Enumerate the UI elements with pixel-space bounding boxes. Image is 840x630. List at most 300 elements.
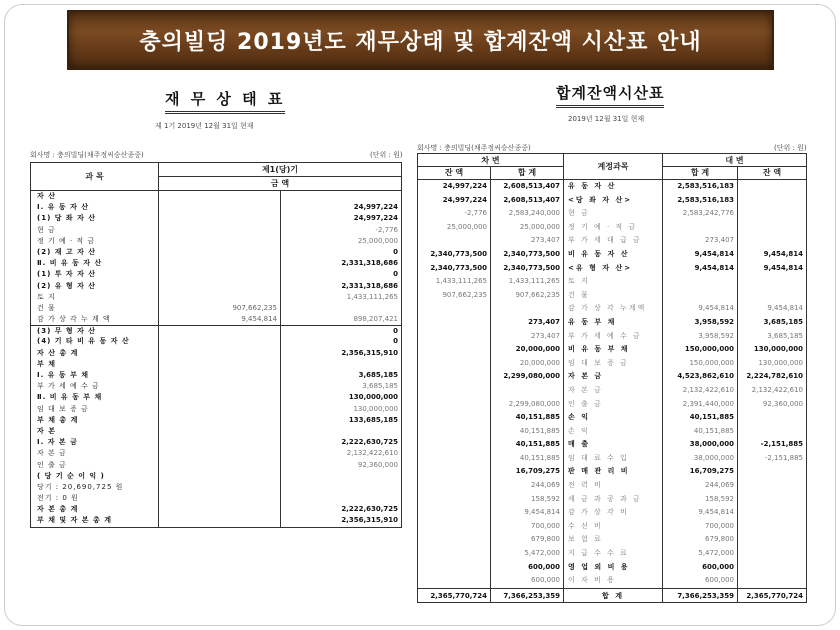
amount-cell [159, 225, 281, 236]
amount-cell: 3,958,592 [663, 330, 738, 344]
account-cell: (4) 기 타 비 유 동 자 산 [31, 336, 159, 347]
col-account: 과 목 [31, 163, 159, 190]
amount-cell: 2,224,782,610 [746, 372, 803, 381]
amount-cell: 907,662,235 [159, 303, 281, 314]
account-cell: 자 산 [31, 191, 159, 202]
amount-cell: 9,454,814 [763, 263, 803, 272]
amount-cell [159, 292, 281, 303]
amount-cell [159, 437, 281, 448]
table-row [31, 426, 401, 437]
account-cell: Ⅱ. 비 유 동 자 산 [31, 258, 159, 269]
account-cell: 수 선 비 [563, 520, 663, 534]
amount-cell: 9,454,814 [663, 262, 738, 276]
account-cell: 감 가 상 각 비 [563, 506, 663, 520]
account-cell: 지 급 수 수 료 [563, 547, 663, 561]
amount-cell [418, 234, 491, 248]
account-cell: 전기 : 0 원 [31, 493, 159, 504]
amount-cell [159, 348, 281, 359]
amount-cell [418, 561, 491, 575]
account-cell: 손 익 [563, 425, 663, 439]
account-cell: 부 채 및 자 본 총 계 [31, 515, 159, 526]
account-cell: 유 동 자 산 [563, 180, 663, 194]
amount-cell: 130,000,000 [758, 358, 803, 367]
total-credit-balance: 2,365,770,724 [746, 591, 803, 600]
account-cell: 정 기 예 · 적 금 [31, 236, 159, 247]
account-cell: 건 물 [31, 303, 159, 314]
amount-cell: 158,592 [531, 494, 560, 503]
table-row [31, 292, 401, 303]
table-row [418, 533, 806, 547]
amount-cell: 2,331,318,686 [341, 259, 398, 268]
amount-cell [491, 384, 563, 398]
amount-cell [159, 504, 281, 515]
account-cell: 자 본 금 [31, 448, 159, 459]
table-row [31, 225, 401, 236]
amount-cell [738, 561, 806, 575]
total-debit-balance: 2,365,770,724 [418, 589, 491, 602]
table-row [31, 460, 401, 471]
table-row [418, 547, 806, 561]
amount-cell: 2,132,422,610 [346, 449, 398, 458]
amount-cell [281, 303, 401, 314]
table-row [418, 411, 806, 425]
amount-cell: 158,592 [663, 493, 738, 507]
amount-cell [159, 359, 281, 370]
amount-cell: 9,454,814 [524, 508, 560, 517]
amount-cell [418, 533, 491, 547]
balance-sheet-period: 제 1기 2019년 12월 31일 현재 [155, 122, 254, 130]
amount-cell [738, 234, 806, 248]
table-row [418, 275, 806, 289]
col-debit: 차 변 [418, 154, 563, 167]
table-row [31, 437, 401, 448]
table-row [31, 370, 401, 381]
amount-cell [159, 247, 281, 258]
table-row [418, 194, 806, 208]
table-row [418, 398, 806, 412]
table-row [418, 357, 806, 371]
amount-cell: 273,407 [531, 331, 560, 340]
amount-cell [418, 479, 491, 493]
amount-cell: 3,958,592 [663, 316, 738, 330]
account-cell: 부 가 세 예 수 금 [31, 381, 159, 392]
account-cell: 자 본 [31, 426, 159, 437]
amount-cell: 9,454,814 [159, 314, 281, 325]
amount-cell [159, 202, 281, 213]
amount-cell: 5,472,000 [663, 547, 738, 561]
table-row [31, 191, 401, 202]
amount-cell [159, 415, 281, 426]
amount-cell [418, 506, 491, 520]
col-amount: 금 액 [270, 179, 290, 188]
amount-cell [159, 236, 281, 247]
total-credit-sum: 7,366,253,359 [663, 589, 738, 602]
account-cell: 매 출 [563, 438, 663, 452]
amount-cell [159, 515, 281, 526]
amount-cell: 133,685,185 [348, 415, 398, 424]
amount-cell: 244,069 [531, 481, 560, 490]
col-period: 제1(당)기 [159, 163, 401, 177]
amount-cell: 40,151,885 [519, 453, 560, 462]
amount-cell: 3,685,185 [763, 317, 803, 326]
amount-cell: 2,132,422,610 [663, 384, 738, 398]
amount-cell: 2,356,315,910 [341, 348, 398, 357]
table-row [31, 482, 401, 493]
amount-cell [418, 343, 491, 357]
amount-cell: 92,360,000 [762, 399, 803, 408]
account-cell: 부 채 총 계 [31, 415, 159, 426]
amount-cell: 2,608,513,407 [503, 182, 560, 190]
table-row [418, 574, 806, 588]
amount-cell: 2,340,773,500 [503, 249, 560, 258]
amount-cell: 5,472,000 [524, 549, 560, 558]
table-row [418, 289, 806, 303]
amount-cell: 2,356,315,910 [341, 516, 398, 525]
account-cell: 이 자 비 용 [563, 574, 663, 588]
amount-cell: 9,454,814 [763, 249, 803, 258]
col-credit: 대 변 [663, 154, 806, 167]
account-cell: (3) 무 형 자 산 [31, 325, 159, 336]
col-credit-total: 합 계 [663, 167, 738, 179]
account-cell: Ⅰ. 유 동 자 산 [31, 202, 159, 213]
col-debit-balance: 잔 액 [418, 167, 491, 179]
total-label: 합 계 [563, 589, 663, 602]
amount-cell: 2,340,773,500 [503, 263, 560, 272]
amount-cell [418, 574, 491, 588]
amount-cell: 38,000,000 [663, 438, 738, 452]
table-row [31, 269, 401, 280]
amount-cell: 679,800 [663, 533, 738, 547]
account-cell: 보 험 료 [563, 533, 663, 547]
amount-cell: 2,331,318,686 [341, 281, 398, 290]
trial-balance-company: 회사명 : 충의빌딩(채주정씨승산종중) [417, 144, 531, 152]
amount-cell: 3,685,185 [362, 382, 398, 391]
amount-cell: 2,222,630,725 [341, 438, 398, 447]
amount-cell: 40,151,885 [519, 426, 560, 435]
account-cell: (2) 유 형 자 산 [31, 281, 159, 292]
amount-cell: 150,000,000 [663, 357, 738, 371]
amount-cell: 700,000 [663, 520, 738, 534]
table-row [31, 404, 401, 415]
amount-cell [281, 191, 401, 202]
account-cell: 전 력 비 [563, 479, 663, 493]
account-cell: (1) 투 자 자 산 [31, 269, 159, 280]
amount-cell: 0 [393, 270, 398, 279]
amount-cell: 20,000,000 [519, 358, 560, 367]
trial-balance-total-row [418, 588, 806, 602]
amount-cell: 0 [393, 247, 398, 256]
amount-cell [418, 520, 491, 534]
table-row [418, 479, 806, 493]
table-row [418, 221, 806, 235]
amount-cell: 679,800 [531, 535, 560, 544]
table-row [418, 262, 806, 276]
amount-cell [663, 221, 738, 235]
amount-cell: 16,709,275 [515, 467, 560, 476]
amount-cell: 2,340,773,500 [418, 248, 491, 262]
table-row [418, 520, 806, 534]
account-cell: 유 동 부 채 [563, 316, 663, 330]
amount-cell: 24,997,224 [418, 180, 491, 194]
amount-cell [738, 493, 806, 507]
amount-cell [738, 574, 806, 588]
amount-cell: 273,407 [528, 317, 560, 326]
table-row [418, 234, 806, 248]
banner-title: 충의빌딩 2019년도 재무상태 및 합계잔액 시산표 안내 [67, 10, 774, 70]
amount-cell [418, 493, 491, 507]
amount-cell [418, 438, 491, 452]
table-row [31, 314, 401, 325]
account-cell: 인 출 금 [563, 398, 663, 412]
trial-balance-period: 2019년 12월 31일 현재 [568, 115, 645, 123]
amount-cell [159, 482, 281, 493]
amount-cell [159, 336, 281, 347]
amount-cell [418, 425, 491, 439]
amount-cell: 25,000,000 [418, 221, 491, 235]
amount-cell: 2,391,440,000 [663, 398, 738, 412]
account-cell: 부 가 세 대 급 금 [563, 234, 663, 248]
account-cell: 자 본 금 [563, 370, 663, 384]
amount-cell: 4,523,862,610 [663, 370, 738, 384]
amount-cell [418, 547, 491, 561]
account-cell: 부 가 세 예 수 금 [563, 330, 663, 344]
amount-cell [738, 411, 806, 425]
amount-cell [418, 357, 491, 371]
col-account-name: 계정과목 [563, 154, 663, 179]
account-cell: 현 금 [31, 225, 159, 236]
account-cell: 감 가 상 각 누 계 액 [31, 314, 159, 325]
amount-cell [418, 370, 491, 384]
amount-cell: 9,454,814 [663, 302, 738, 316]
amount-cell [159, 281, 281, 292]
table-row [418, 302, 806, 316]
trial-balance-body [418, 180, 806, 588]
table-row [31, 336, 401, 347]
amount-cell [281, 493, 401, 504]
account-cell: 임 대 료 수 입 [563, 452, 663, 466]
table-row [31, 504, 401, 515]
amount-cell [738, 520, 806, 534]
amount-cell [738, 506, 806, 520]
table-row [418, 207, 806, 221]
balance-sheet-body [31, 191, 401, 527]
amount-cell: 38,000,000 [663, 452, 738, 466]
amount-cell [418, 330, 491, 344]
amount-cell [738, 180, 806, 194]
table-row [418, 452, 806, 466]
amount-cell: 244,069 [663, 479, 738, 493]
table-row [31, 325, 401, 336]
table-row [418, 425, 806, 439]
amount-cell: -2,776 [375, 225, 398, 234]
amount-cell: 40,151,885 [515, 413, 560, 422]
amount-cell [281, 482, 401, 493]
account-cell: 정 기 예 · 적 금 [563, 221, 663, 235]
amount-cell: 130,000,000 [348, 393, 398, 402]
account-cell: 현 금 [563, 207, 663, 221]
table-row [31, 247, 401, 258]
amount-cell [159, 370, 281, 381]
trial-balance-table [417, 153, 807, 603]
table-row [31, 213, 401, 224]
amount-cell: 92,360,000 [357, 460, 398, 469]
amount-cell: 3,685,185 [767, 331, 803, 340]
table-row [418, 384, 806, 398]
amount-cell [663, 275, 738, 289]
table-row [31, 381, 401, 392]
table-row [31, 359, 401, 370]
amount-cell: 2,340,773,500 [418, 262, 491, 276]
balance-sheet-company: 회사명 : 충의빌딩(채주정씨승산종중) [30, 151, 144, 159]
account-cell: <당 좌 자 산> [563, 194, 663, 208]
amount-cell: 2,583,242,776 [663, 207, 738, 221]
amount-cell [738, 533, 806, 547]
account-cell: 임 대 보 증 금 [31, 404, 159, 415]
amount-cell [159, 426, 281, 437]
total-debit-sum: 7,366,253,359 [503, 591, 560, 600]
amount-cell [159, 404, 281, 415]
amount-cell [738, 194, 806, 208]
amount-cell: 600,000 [531, 576, 560, 585]
amount-cell: 2,583,240,000 [508, 209, 560, 218]
trial-balance-header [418, 154, 806, 180]
account-cell: 부 채 [31, 359, 159, 370]
amount-cell: 20,000,000 [515, 345, 560, 354]
amount-cell [159, 191, 281, 202]
account-cell: 토 지 [31, 292, 159, 303]
amount-cell: 898,207,421 [353, 315, 398, 324]
table-row [418, 248, 806, 262]
amount-cell: 25,000,000 [519, 222, 560, 231]
amount-cell [159, 460, 281, 471]
table-row [31, 415, 401, 426]
account-cell: 자 본 금 [563, 384, 663, 398]
amount-cell: 2,222,630,725 [341, 505, 398, 514]
amount-cell: 2,608,513,407 [503, 195, 560, 204]
account-cell: Ⅱ. 비 유 동 부 채 [31, 392, 159, 403]
amount-cell [159, 448, 281, 459]
amount-cell [738, 289, 806, 303]
amount-cell [159, 471, 281, 482]
amount-cell: 600,000 [663, 574, 738, 588]
amount-cell [738, 221, 806, 235]
table-row [31, 202, 401, 213]
amount-cell [281, 359, 401, 370]
table-row [418, 506, 806, 520]
account-cell: 자 산 총 계 [31, 348, 159, 359]
amount-cell [159, 269, 281, 280]
amount-cell [738, 207, 806, 221]
amount-cell: 130,000,000 [353, 404, 398, 413]
amount-cell: 1,433,111,265 [418, 275, 491, 289]
amount-cell [491, 302, 563, 316]
amount-cell [738, 479, 806, 493]
account-cell: 자 본 총 계 [31, 504, 159, 515]
amount-cell [418, 465, 491, 479]
trial-balance-unit: (단위 : 원) [774, 144, 807, 152]
amount-cell: 600,000 [528, 562, 560, 571]
account-cell: ( 당 기 순 이 익 ) [31, 471, 159, 482]
amount-cell [418, 384, 491, 398]
amount-cell: 1,433,111,265 [508, 277, 560, 286]
amount-cell: 25,000,000 [357, 236, 398, 245]
amount-cell [159, 258, 281, 269]
amount-cell [738, 465, 806, 479]
amount-cell: 150,000,000 [663, 343, 738, 357]
table-row [418, 438, 806, 452]
account-cell: (2) 재 고 자 산 [31, 247, 159, 258]
account-cell: <유 형 자 산> [563, 262, 663, 276]
col-debit-total: 합 계 [517, 168, 537, 177]
amount-cell: 40,151,885 [663, 425, 738, 439]
amount-cell [418, 316, 491, 330]
amount-cell: 24,997,224 [418, 194, 491, 208]
amount-cell: 3,685,185 [358, 371, 398, 379]
amount-cell: 600,000 [663, 561, 738, 575]
amount-cell [281, 426, 401, 437]
amount-cell [281, 471, 401, 482]
amount-cell: 2,299,080,000 [503, 372, 560, 381]
account-cell: 토 지 [563, 275, 663, 289]
table-row [418, 316, 806, 330]
balance-sheet-title: 재 무 상 태 표 [165, 88, 285, 114]
table-row [418, 180, 806, 194]
amount-cell: 2,583,516,183 [663, 194, 738, 208]
amount-cell: 907,662,235 [515, 290, 560, 299]
amount-cell: 9,454,814 [767, 304, 803, 313]
col-credit-balance: 잔 액 [762, 168, 782, 177]
account-cell: 손 익 [563, 411, 663, 425]
amount-cell [738, 275, 806, 289]
amount-cell: -2,151,885 [764, 453, 803, 462]
account-cell: 감 가 상 각 누계액 [563, 302, 663, 316]
amount-cell [418, 398, 491, 412]
amount-cell: 907,662,235 [418, 289, 491, 303]
table-row [418, 370, 806, 384]
table-row [418, 330, 806, 344]
amount-cell [159, 392, 281, 403]
table-row [418, 465, 806, 479]
amount-cell [159, 493, 281, 504]
trial-balance-title: 합계잔액시산표 [556, 82, 664, 108]
amount-cell [159, 381, 281, 392]
account-cell: Ⅰ. 자 본 금 [31, 437, 159, 448]
amount-cell: 0 [281, 325, 401, 336]
amount-cell: 273,407 [663, 234, 738, 248]
table-row [418, 343, 806, 357]
account-cell: 비 유 동 자 산 [563, 248, 663, 262]
amount-cell: 2,132,422,610 [751, 385, 803, 394]
amount-cell: 40,151,885 [515, 440, 560, 449]
amount-cell [418, 452, 491, 466]
amount-cell [738, 547, 806, 561]
account-cell: 임 대 보 증 금 [563, 357, 663, 371]
amount-cell [738, 425, 806, 439]
amount-cell: 16,709,275 [663, 465, 738, 479]
balance-sheet-table [30, 162, 402, 528]
amount-cell [418, 411, 491, 425]
balance-sheet-header [31, 163, 401, 191]
amount-cell: 24,997,224 [353, 214, 398, 223]
table-row [31, 348, 401, 359]
table-row [31, 493, 401, 504]
table-row [31, 303, 401, 314]
amount-cell: 9,454,814 [663, 248, 738, 262]
amount-cell [159, 213, 281, 224]
amount-cell: 24,997,224 [353, 203, 398, 212]
amount-cell: -2,151,885 [760, 440, 803, 449]
amount-cell: 130,000,000 [753, 345, 803, 354]
